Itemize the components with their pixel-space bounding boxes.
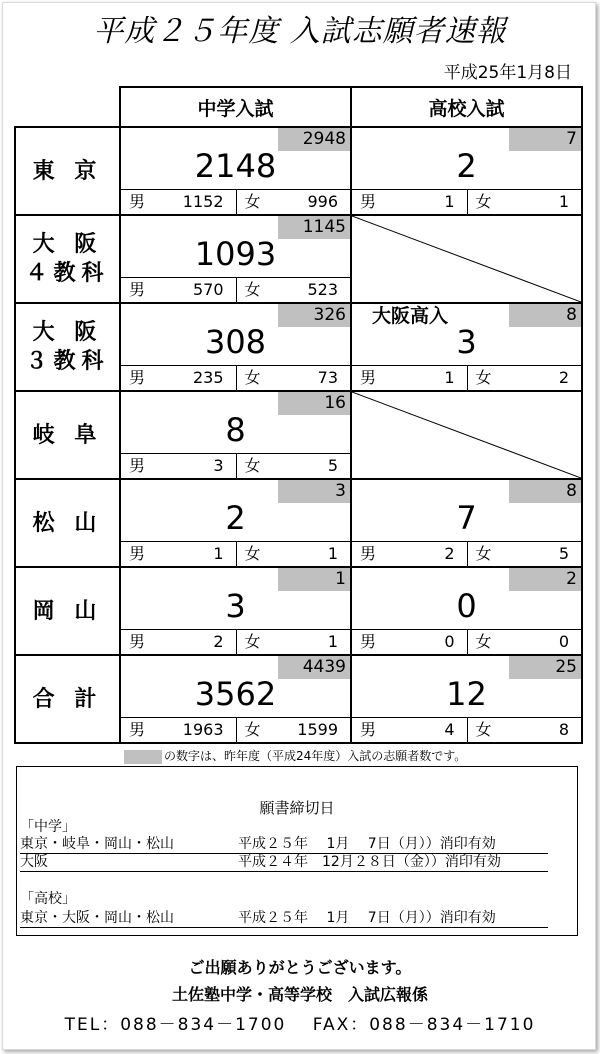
gender-label-male: 男	[129, 720, 146, 739]
male-count: 235	[192, 368, 224, 387]
applicant-total: 2	[225, 499, 246, 537]
male-count: 570	[192, 280, 224, 299]
deadline-box	[16, 766, 578, 936]
female-count: 1599	[297, 720, 338, 739]
gender-female	[467, 630, 582, 654]
gender-male	[352, 542, 467, 566]
gender-breakdown	[121, 189, 350, 214]
deadline-date: 平成２５年 1月 7日（月））消印有効	[238, 836, 496, 852]
previous-year-count: 4439	[278, 656, 350, 679]
cell-content	[121, 392, 350, 478]
region-label	[15, 391, 120, 479]
female-count: 0	[558, 632, 569, 651]
female-count: 1	[327, 544, 338, 563]
female-count: 1	[558, 192, 569, 211]
cell-exam-label: 大阪高入	[372, 305, 449, 327]
applicant-total: 7	[456, 499, 477, 537]
region-label	[15, 215, 120, 303]
applicant-total: 8	[225, 411, 246, 449]
cell-content	[352, 216, 581, 302]
gender-female	[236, 278, 351, 302]
cell-chugaku	[120, 655, 351, 743]
cell-content	[352, 480, 581, 566]
gender-breakdown	[352, 541, 581, 566]
region-label	[15, 567, 120, 655]
cell-koko	[351, 215, 582, 303]
cell-koko	[351, 303, 582, 391]
gender-female	[236, 542, 351, 566]
gender-breakdown	[121, 365, 350, 390]
applicant-total: 308	[204, 323, 267, 361]
deadline-date: 平成２４年 12月２８日（金））消印有効	[238, 854, 501, 870]
previous-year-count: 8	[509, 480, 581, 503]
gender-male	[352, 366, 467, 390]
previous-year-count: 1145	[278, 216, 350, 239]
cell-content	[121, 568, 350, 654]
legend	[124, 748, 466, 764]
gender-female	[467, 190, 582, 214]
cell-chugaku	[120, 567, 351, 655]
female-count: 1	[327, 632, 338, 651]
diagonal-line	[352, 392, 581, 478]
gender-label-female: 女	[244, 632, 261, 651]
gender-female	[467, 366, 582, 390]
gender-male	[352, 630, 467, 654]
male-count: 1152	[182, 192, 224, 211]
gender-male	[121, 454, 236, 478]
footer-contact: TEL：088－834－1700 FAX：088－834－1710	[64, 1015, 536, 1035]
gender-label-male: 男	[360, 192, 377, 211]
region-label	[15, 479, 120, 567]
male-count: 0	[444, 632, 455, 651]
applicant-total: 3	[456, 323, 477, 361]
gender-label-female: 女	[475, 632, 492, 651]
gender-breakdown	[121, 277, 350, 302]
gender-label-female: 女	[475, 720, 492, 739]
male-count: 4	[444, 720, 455, 739]
gender-breakdown	[352, 629, 581, 654]
region-label	[15, 127, 120, 215]
gender-label-female: 女	[475, 368, 492, 387]
deadline-chugaku-line-2	[20, 854, 548, 872]
previous-year-count: 16	[278, 392, 350, 415]
table-row	[15, 127, 582, 215]
gender-label-female: 女	[244, 192, 261, 211]
gender-breakdown	[121, 629, 350, 654]
cell-content	[121, 304, 350, 390]
region-label-line: ４教科	[25, 261, 110, 286]
region-label-line: 岡 山	[32, 598, 103, 624]
deadline-date: 平成２５年 1月 7日（月））消印有効	[238, 910, 496, 926]
male-count: 3	[213, 456, 224, 475]
female-count: 2	[558, 368, 569, 387]
previous-year-count: 2	[509, 568, 581, 591]
previous-year-count: 25	[509, 656, 581, 679]
female-count: 5	[327, 456, 338, 475]
gender-label-male: 男	[129, 280, 146, 299]
region-label-line: 大 阪	[32, 320, 103, 345]
gender-male	[352, 718, 467, 742]
region-label-line: 東 京	[32, 158, 103, 184]
cell-koko	[351, 655, 582, 743]
female-count: 996	[307, 192, 338, 211]
gender-label-male: 男	[129, 544, 146, 563]
applicant-total: 3562	[194, 675, 277, 713]
gender-male	[121, 190, 236, 214]
region-label-line: 松 山	[32, 510, 103, 536]
gender-breakdown	[121, 541, 350, 566]
gender-label-male: 男	[360, 368, 377, 387]
gender-male	[121, 542, 236, 566]
cell-content	[121, 128, 350, 214]
gender-label-female: 女	[244, 368, 261, 387]
gender-female	[236, 190, 351, 214]
cell-content	[352, 304, 581, 390]
applicant-table	[14, 86, 583, 744]
applicant-total: 12	[446, 675, 487, 713]
male-count: 1963	[182, 720, 224, 739]
gender-female	[236, 366, 351, 390]
gender-breakdown	[121, 717, 350, 742]
previous-year-count: 8	[509, 304, 581, 327]
cell-content	[352, 568, 581, 654]
gender-breakdown	[121, 453, 350, 478]
applicant-total: 2148	[194, 147, 277, 185]
legend-text: の数字は、昨年度（平成24年度）入試の志願者数です。	[164, 749, 467, 763]
region-label-line: 大 阪	[32, 232, 103, 257]
cell-content	[121, 216, 350, 302]
region-label-line: 合 計	[32, 686, 103, 712]
gender-male	[121, 366, 236, 390]
previous-year-count: 1	[278, 568, 350, 591]
male-count: 2	[444, 544, 455, 563]
gender-label-female: 女	[244, 720, 261, 739]
column-header-koko: 高校入試	[351, 87, 582, 127]
cell-koko	[351, 391, 582, 479]
deadline-chugaku-heading: 「中学」	[20, 819, 76, 835]
not-applicable-slash	[352, 216, 581, 302]
female-count: 523	[307, 280, 338, 299]
cell-koko	[351, 127, 582, 215]
gender-male	[352, 190, 467, 214]
previous-year-count: 3	[278, 480, 350, 503]
male-count: 1	[444, 192, 455, 211]
previous-year-count: 7	[509, 128, 581, 151]
table-row	[15, 215, 582, 303]
region-label	[15, 655, 120, 743]
gender-label-female: 女	[475, 544, 492, 563]
gender-label-male: 男	[360, 544, 377, 563]
gender-label-female: 女	[475, 192, 492, 211]
female-count: 5	[558, 544, 569, 563]
cell-content	[352, 128, 581, 214]
applicant-total: 3	[225, 587, 246, 625]
male-count: 1	[213, 544, 224, 563]
deadline-chugaku-line-1	[20, 836, 548, 854]
cell-chugaku	[120, 479, 351, 567]
legend-swatch	[124, 750, 162, 764]
diagonal-line	[352, 216, 581, 302]
gender-female	[236, 454, 351, 478]
deadline-place: 大阪	[20, 854, 48, 870]
table-row	[15, 567, 582, 655]
gender-label-male: 男	[129, 192, 146, 211]
cell-chugaku	[120, 127, 351, 215]
previous-year-count: 2948	[278, 128, 350, 151]
applicant-total: 1093	[194, 235, 277, 273]
gender-breakdown	[352, 189, 581, 214]
deadline-place: 東京・岐阜・岡山・松山	[20, 836, 174, 852]
gender-label-male: 男	[360, 632, 377, 651]
male-count: 2	[213, 632, 224, 651]
deadline-title: 願書締切日	[259, 799, 335, 817]
gender-label-male: 男	[360, 720, 377, 739]
gender-label-male: 男	[129, 632, 146, 651]
deadline-koko-heading: 「高校」	[20, 891, 76, 907]
page-title: 平成２５年度 入試志願者速報	[93, 14, 507, 49]
gender-breakdown	[352, 365, 581, 390]
gender-label-male: 男	[129, 368, 146, 387]
gender-label-female: 女	[244, 544, 261, 563]
gender-female	[467, 718, 582, 742]
previous-year-count: 326	[278, 304, 350, 327]
gender-label-male: 男	[129, 456, 146, 475]
gender-female	[467, 542, 582, 566]
cell-chugaku	[120, 303, 351, 391]
cell-content	[121, 480, 350, 566]
cell-chugaku	[120, 215, 351, 303]
corner-blank	[15, 87, 120, 127]
deadline-koko-line-1	[20, 910, 548, 928]
applicant-total: 2	[456, 147, 477, 185]
female-count: 73	[317, 368, 338, 387]
gender-male	[121, 630, 236, 654]
gender-female	[236, 718, 351, 742]
cell-content	[121, 656, 350, 742]
gender-label-female: 女	[244, 456, 261, 475]
deadline-place: 東京・大阪・岡山・松山	[20, 910, 174, 926]
footer-thanks: ご出願ありがとうございます。	[188, 958, 412, 977]
gender-male	[121, 278, 236, 302]
cell-chugaku	[120, 391, 351, 479]
footer-school: 土佐塾中学・高等学校 入試広報係	[171, 985, 428, 1004]
table-row	[15, 391, 582, 479]
cell-content	[352, 392, 581, 478]
region-label-line: ３教科	[25, 349, 110, 374]
gender-label-female: 女	[244, 280, 261, 299]
report-date: 平成25年1月8日	[443, 63, 572, 83]
gender-breakdown	[352, 717, 581, 742]
gender-male	[121, 718, 236, 742]
gender-female	[236, 630, 351, 654]
cell-content	[352, 656, 581, 742]
table-row	[15, 479, 582, 567]
cell-koko	[351, 567, 582, 655]
region-label-line: 岐 阜	[32, 422, 103, 448]
table-row	[15, 303, 582, 391]
table-row	[15, 655, 582, 743]
not-applicable-slash	[352, 392, 581, 478]
female-count: 8	[558, 720, 569, 739]
cell-koko	[351, 479, 582, 567]
applicant-total: 0	[456, 587, 477, 625]
male-count: 1	[444, 368, 455, 387]
region-label	[15, 303, 120, 391]
column-header-chugaku: 中学入試	[120, 87, 351, 127]
